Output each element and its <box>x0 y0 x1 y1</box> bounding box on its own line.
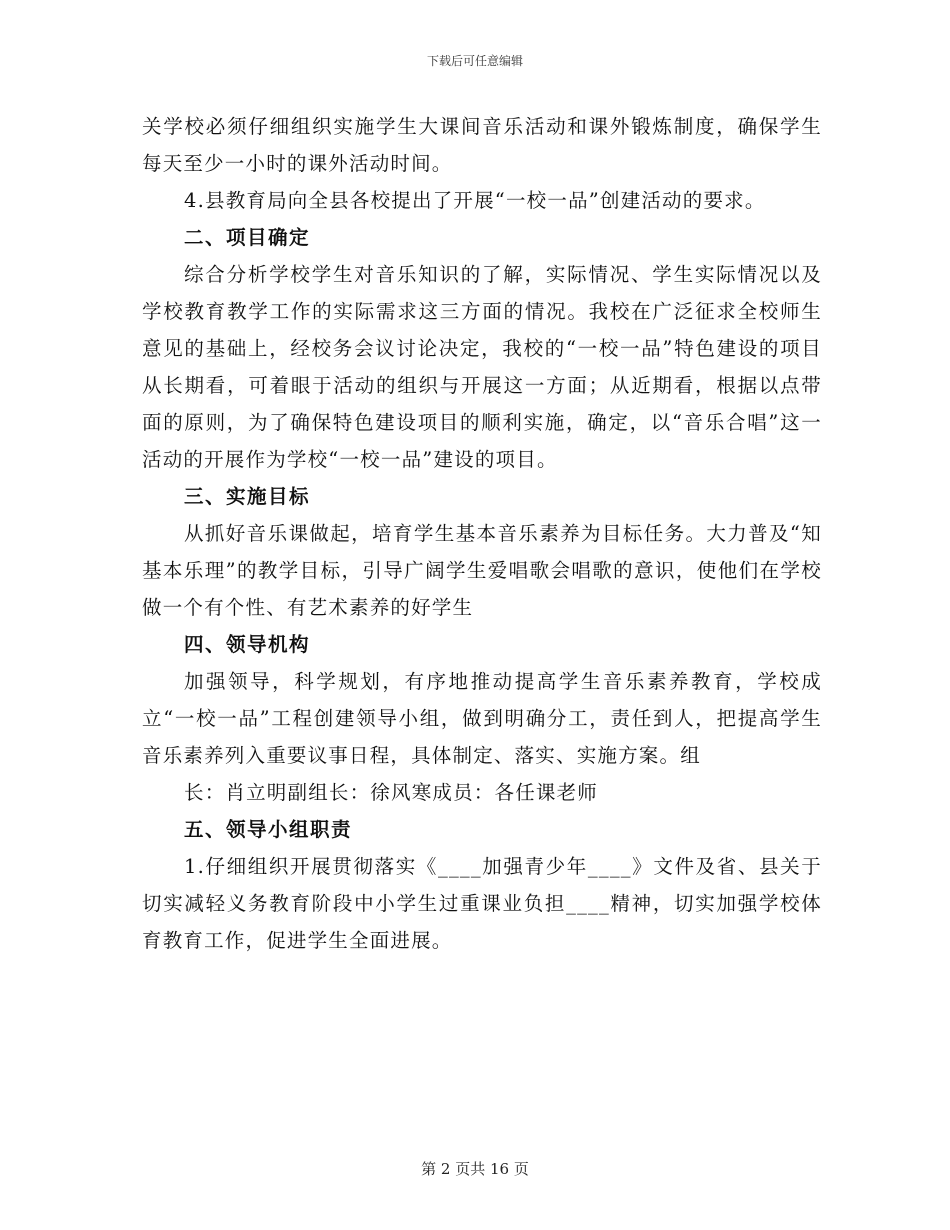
paragraph-goals: 从抓好音乐课做起，培育学生基本音乐素养为目标任务。大力普及“知基本乐理”的教学目标，引导广阔学生爱唱歌会唱歌的意识，使他们在学校做一个有个性、有艺术素养的好学生 <box>142 522 822 619</box>
section-heading-duties: 五、领导小组职责 <box>184 818 353 841</box>
paragraph-members: 长：肖立明副组长：徐风寒成员：各任课老师 <box>184 781 599 804</box>
page-footer-number: 第 2 页共 16 页 <box>421 1160 529 1178</box>
section-heading-project: 二、项目确定 <box>184 226 311 249</box>
paragraph-continuation: 关学校必须仔细组织实施学生大课间音乐活动和课外锻炼制度，确保学生每天至少一小时的课外活动时间。 <box>142 115 822 175</box>
section-heading-goals: 三、实施目标 <box>184 485 311 508</box>
section-heading-leadership: 四、领导机构 <box>184 633 311 656</box>
paragraph-duty-1: 1.仔细组织开展贯彻落实《____加强青少年____》文件及省、县关于切实减轻义务教育阶段中小学生过重课业负担____精神，切实加强学校体育教育工作，促进学生全面进展。 <box>142 855 822 952</box>
paragraph-project: 综合分析学校学生对音乐知识的了解，实际情况、学生实际情况以及学校教育教学工作的实际需求这三方面的情况。我校在广泛征求全校师生意见的基础上，经校务会议讨论决定，我校的“一校一品”特色建设的项目从长期看，可着眼于活动的组织与开展这一方面；从近期看，根据以点带面的原则，为了确保特色建设项目的顺利实施，确定，以“音乐合唱”这一活动的开展作为学校“一校一品”建设的项目。 <box>142 263 822 471</box>
paragraph-leadership: 加强领导，科学规划，有序地推动提高学生音乐素养教育，学校成立“一校一品”工程创建领导小组，做到明确分工，责任到人，把提高学生音乐素养列入重要议事日程，具体制定、落实、实施方案。组 <box>142 670 822 767</box>
paragraph-item-4: 4.县教育局向全县各校提出了开展“一校一品”创建活动的要求。 <box>184 189 766 212</box>
document-body <box>142 108 822 959</box>
page-header-note: 下载后可任意编辑 <box>426 54 523 68</box>
